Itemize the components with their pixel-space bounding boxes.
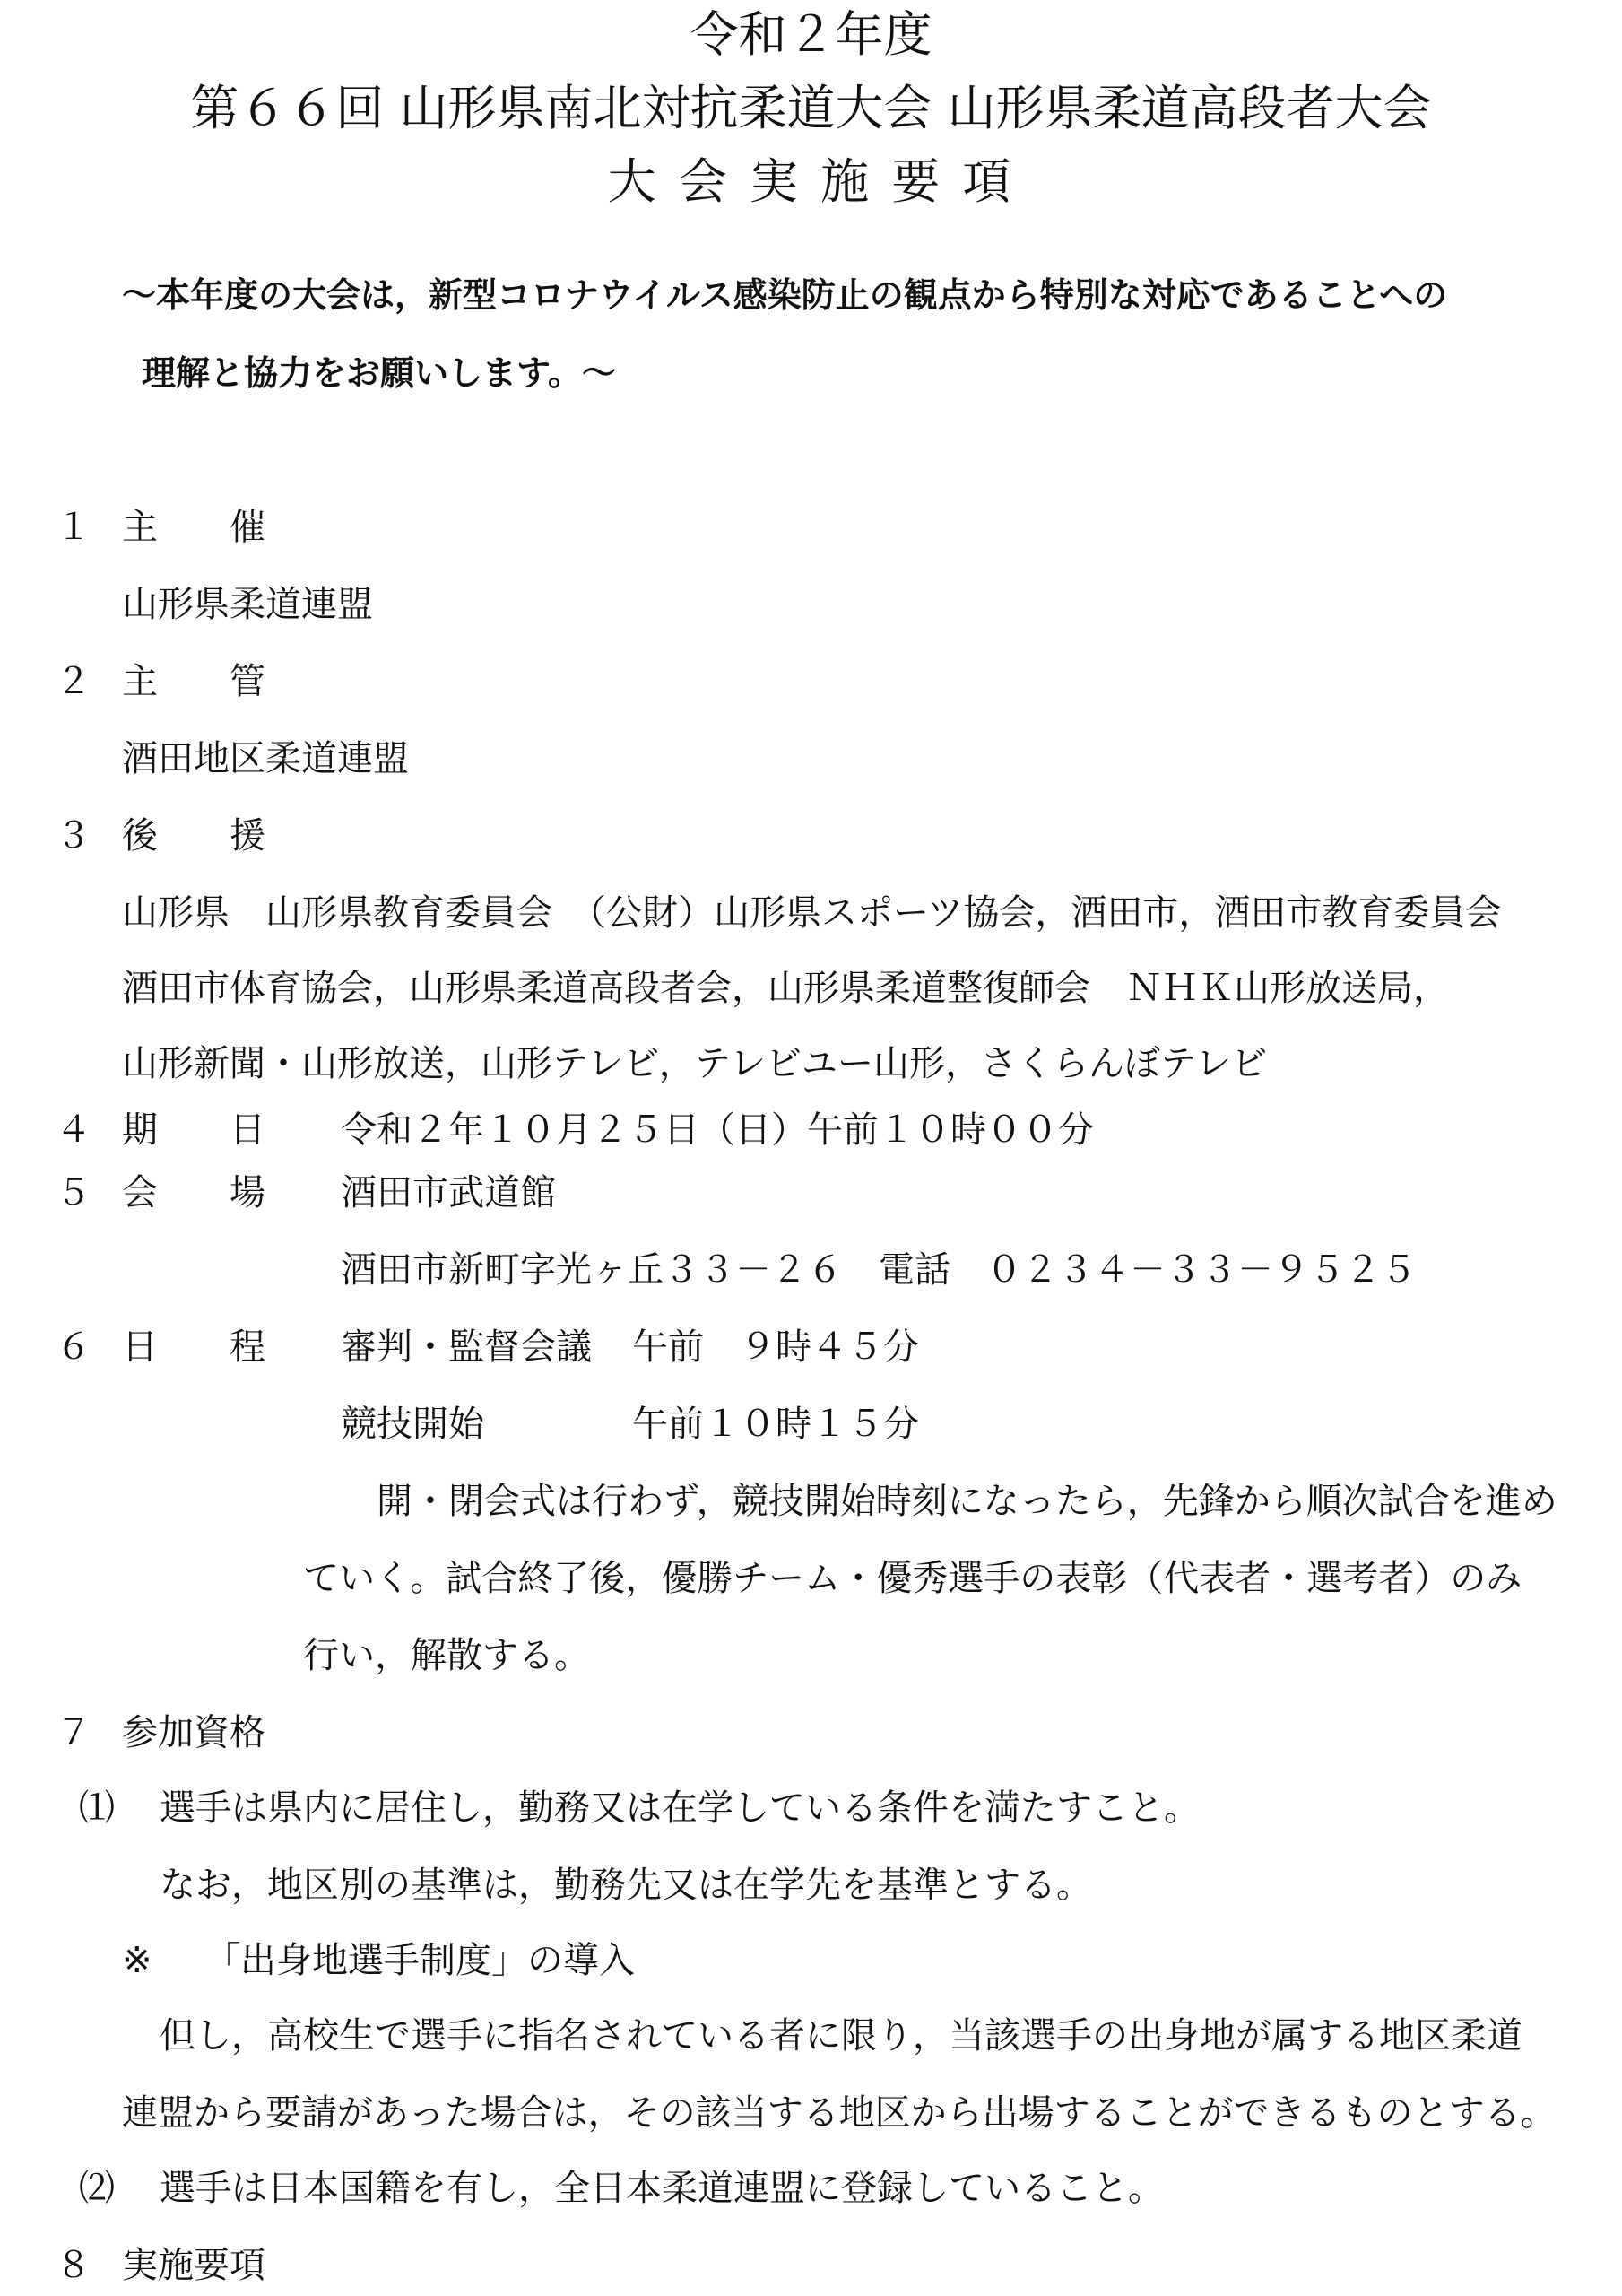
section-7-number: ７ — [56, 1712, 91, 1753]
meeting-time: 午前 ９時４５分 — [632, 1326, 919, 1368]
note-mark: ※ — [122, 1940, 152, 1981]
meeting-label: 審判・監督会議 — [341, 1326, 592, 1368]
schedule-paragraph-line-2: ていく。試合終了後，優勝チーム・優秀選手の表彰（代表者・選考者）のみ — [303, 1558, 1522, 1599]
section-6-number: ６ — [56, 1326, 91, 1368]
item-2-mark: ⑵ — [79, 2168, 115, 2209]
start-label: 競技開始 — [341, 1404, 484, 1445]
note-line-2: 連盟から要請があった場合は，その該当する地区から出場することができるものとする。 — [122, 2092, 1557, 2134]
item-1-text: 選手は県内に居住し，勤務又は在学している条件を満たすこと。 — [160, 1787, 1200, 1829]
section-6-label: 日 程 — [122, 1326, 265, 1368]
note-title: 「出身地選手制度」の導入 — [204, 1940, 635, 1981]
sponsor-line-2: 酒田市体育協会，山形県柔道高段者会，山形県柔道整復師会 ＮＨＫ山形放送局， — [122, 968, 1449, 1009]
section-4-number: ４ — [56, 1109, 91, 1151]
notice-line-2: 理解と協力をお願いします。～ — [142, 353, 616, 393]
section-3-label: 後 援 — [122, 815, 265, 857]
item-2-text: 選手は日本国籍を有し，全日本柔道連盟に登録していること。 — [160, 2168, 1164, 2209]
document-title: 大 会 実 施 要 項 — [607, 153, 1015, 210]
section-1-label: 主 催 — [122, 507, 265, 548]
section-1-number: １ — [56, 507, 91, 548]
section-5-label: 会 場 — [122, 1172, 265, 1213]
section-7-label: 参加資格 — [122, 1712, 265, 1753]
item-1-note: なお，地区別の基準は，勤務先又は在学先を基準とする。 — [160, 1865, 1092, 1906]
note-line-1: 但し，高校生で選手に指名されている者に限り，当該選手の出身地が属する地区柔道 — [160, 2015, 1522, 2057]
venue-name: 酒田市武道館 — [341, 1172, 556, 1213]
section-2-number: ２ — [56, 661, 91, 702]
section-1-value: 山形県柔道連盟 — [122, 584, 373, 625]
venue-address: 酒田市新町字光ヶ丘３３－２６ 電話 ０２３４－３３－９５２５ — [341, 1249, 1417, 1291]
schedule-paragraph-line-3: 行い，解散する。 — [303, 1635, 590, 1676]
event-date: 令和２年１０月２５日（日）午前１０時００分 — [341, 1109, 1094, 1151]
item-1-mark: ⑴ — [79, 1787, 115, 1829]
section-8-label: 実施要項 — [122, 2245, 265, 2286]
section-5-number: ５ — [56, 1172, 91, 1213]
section-4-label: 期 日 — [122, 1109, 265, 1151]
document-year: 令和２年度 — [690, 6, 932, 63]
section-2-value: 酒田地区柔道連盟 — [122, 738, 409, 779]
section-3-number: ３ — [56, 815, 91, 857]
sponsor-line-3: 山形新聞・山形放送，山形テレビ，テレビユー山形，さくらんぼテレビ — [122, 1043, 1268, 1084]
notice-line-1: ～本年度の大会は，新型コロナウイルス感染防止の観点から特別な対応であることへの — [122, 275, 1448, 315]
section-8-number: ８ — [56, 2245, 91, 2286]
section-2-label: 主 管 — [122, 661, 265, 702]
start-time: 午前１０時１５分 — [632, 1404, 919, 1445]
sponsor-line-1: 山形県 山形県教育委員会 （公財）山形県スポーツ協会，酒田市，酒田市教育委員会 — [122, 892, 1502, 934]
schedule-paragraph-line-1: 開・閉会式は行わず，競技開始時刻になったら，先鋒から順次試合を進め — [377, 1481, 1557, 1522]
event-title: 第６６回 山形県南北対抗柔道大会 山形県柔道高段者大会 — [190, 80, 1432, 136]
